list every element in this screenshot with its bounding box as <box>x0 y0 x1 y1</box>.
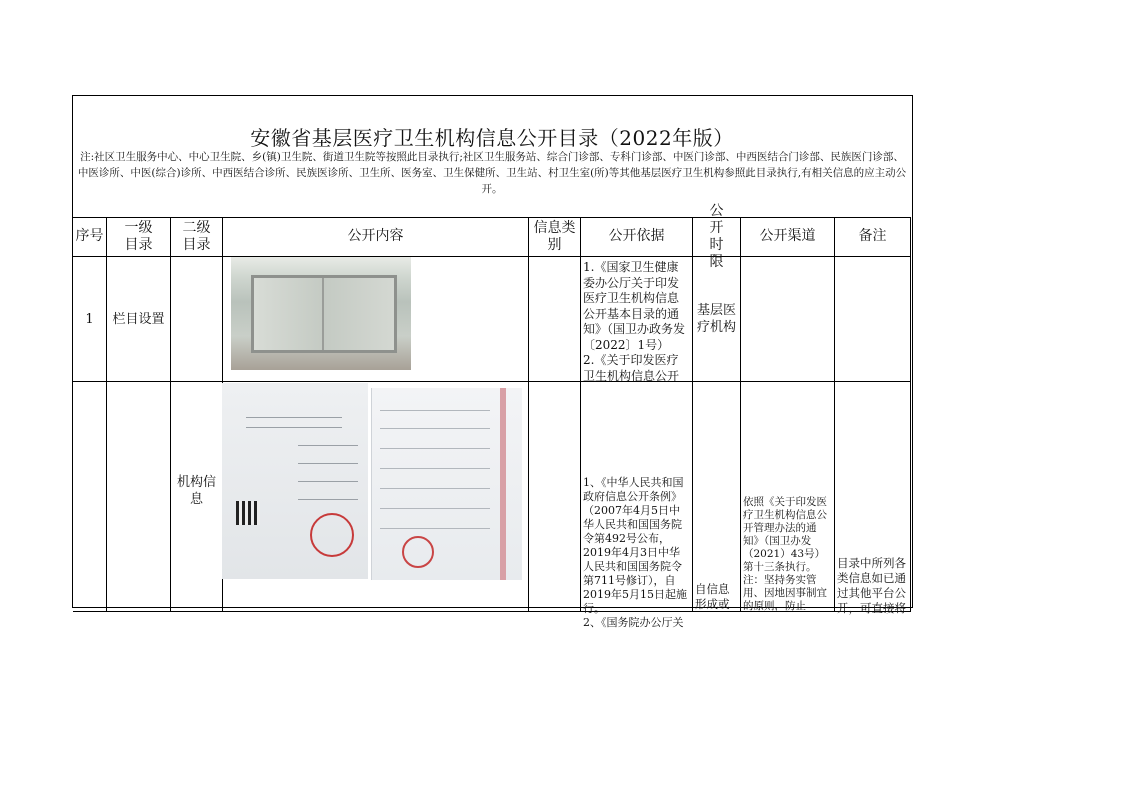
row1-time-limit: 基层医疗机构 <box>693 257 741 382</box>
catalog-sheet <box>72 95 913 629</box>
row1-level1: 栏目设置 <box>107 257 171 382</box>
header-content: 公开内容 <box>223 217 529 257</box>
registration-document-photo <box>371 388 522 580</box>
header-channel: 公开渠道 <box>741 217 835 257</box>
row1-basis: 1.《国家卫生健康委办公厅关于印发医疗卫生机构信息公开基本目录的通知》（国卫办政务发〔2022〕1号） 2.《关于印发医疗卫生机构信息公开 <box>581 257 693 382</box>
row1-level2 <box>171 257 223 382</box>
row1-remarks <box>835 257 911 382</box>
header-level1: 一级目录 <box>107 217 171 257</box>
header-basis: 公开依据 <box>581 217 693 257</box>
header-seq: 序号 <box>73 217 107 257</box>
row2-level1 <box>107 382 171 612</box>
row2-time-limit: 自信息形成或 <box>693 382 741 612</box>
header-info-type: 信息类别 <box>529 217 581 257</box>
row1-channel <box>741 257 835 382</box>
header-remarks: 备注 <box>835 217 911 257</box>
title-block <box>73 96 911 218</box>
legal-person-certificate-photo <box>222 383 368 579</box>
bulletin-board-photo <box>231 257 411 370</box>
header-time-limit: 公开时限 <box>693 217 741 257</box>
row2-info-type <box>529 382 581 612</box>
page-title: 安徽省基层医疗卫生机构信息公开目录（2022年版） <box>250 126 734 150</box>
row2-remarks: 目录中所列各类信息如已通过其他平台公开，可直接将 <box>835 382 911 612</box>
row2-level2: 机构信息 <box>171 382 223 612</box>
title-note: 注:社区卫生服务中心、中心卫生院、乡(镇)卫生院、街道卫生院等按照此目录执行;社区卫生服务站、综合门诊部、专科门诊部、中医门诊部、中西医结合门诊部、民族医门诊部、中医诊所、中医(综合)诊所、中西医结合诊所、民族医诊所、卫生所、医务室、卫生保健所、卫生站、村卫生室(所)等其他基层医疗卫生机构参照此目录执行,有相关信息的应主动公开。 <box>77 151 907 195</box>
row1-info-type <box>529 257 581 382</box>
row2-seq <box>73 382 107 612</box>
row1-seq: 1 <box>73 257 107 382</box>
header-level2: 二级目录 <box>171 217 223 257</box>
row2-channel: 依照《关于印发医疗卫生机构信息公开管理办法的通知》（国卫办发（2021）43号）第十三条执行。 注：坚持务实管用、因地因事制宜的原则，防止 <box>741 382 835 612</box>
row2-basis: 1、《中华人民共和国政府信息公开条例》（2007年4月5日中华人民共和国国务院令第492号公布，2019年4月3日中华人民共和国国务院令第711号修订），自2019年5月15日起施行。 2、《国务院办公厅关 <box>581 382 693 612</box>
